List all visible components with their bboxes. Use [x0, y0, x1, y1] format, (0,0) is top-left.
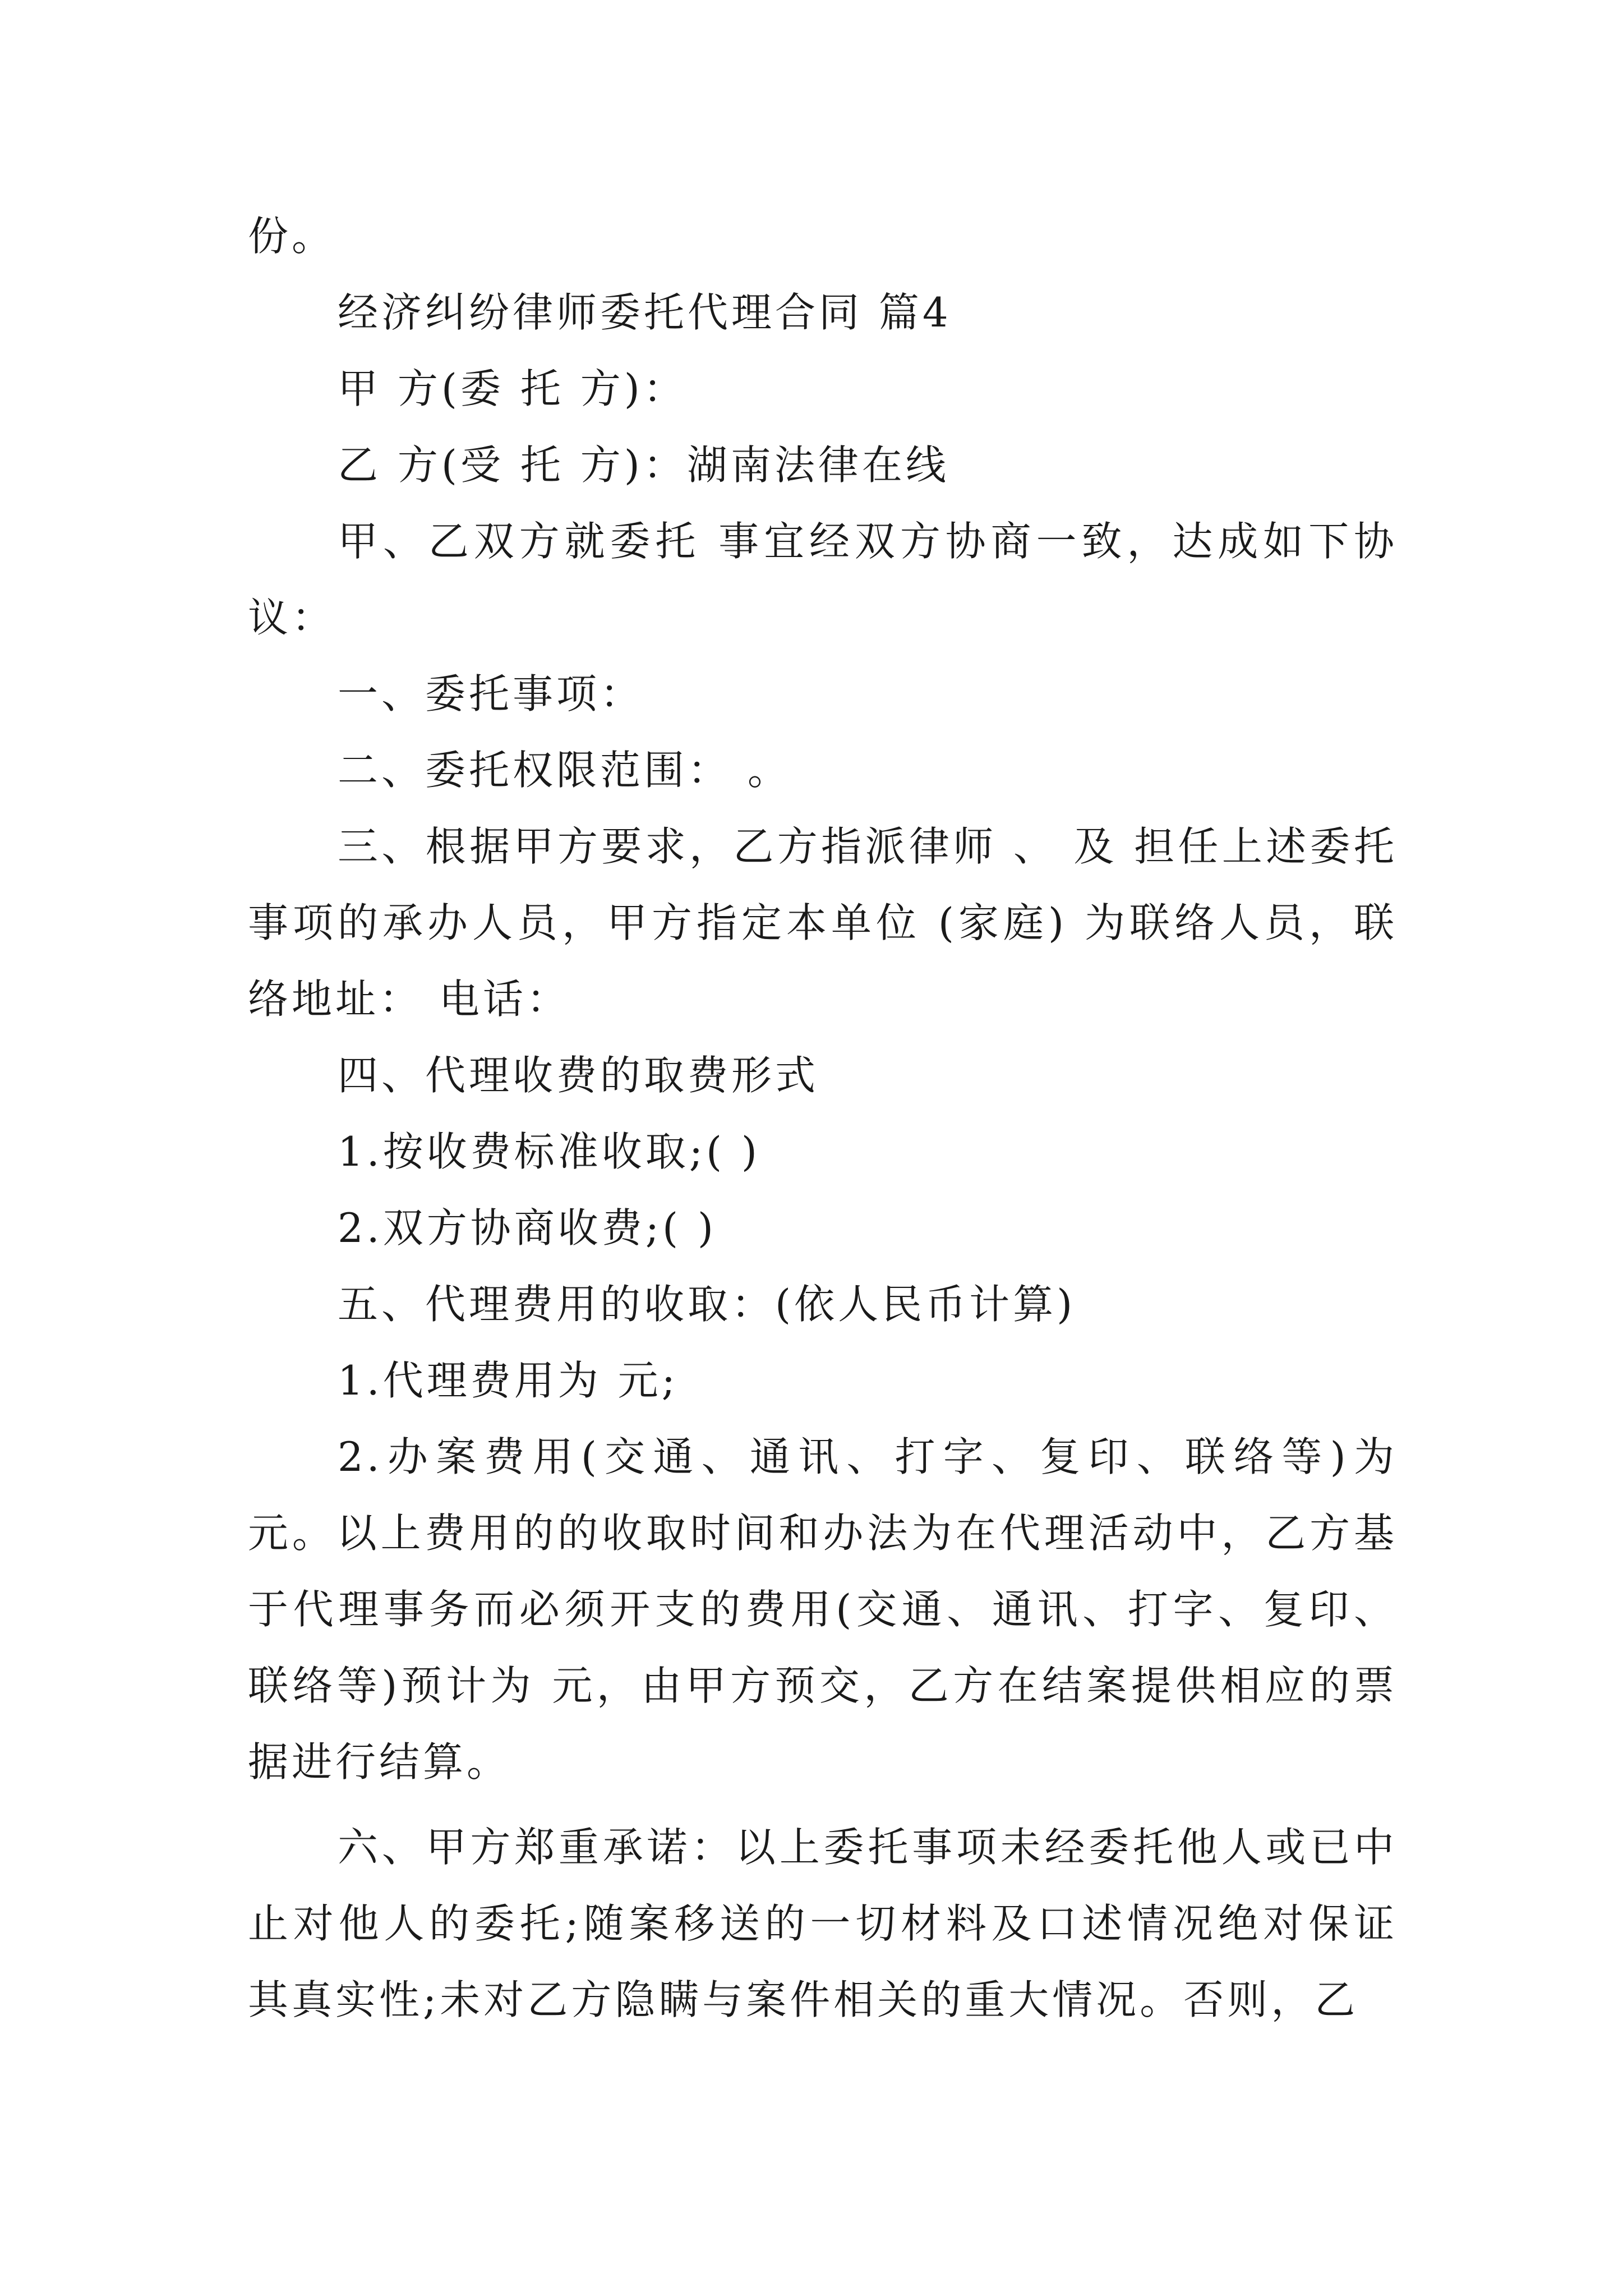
- party-b-line: 乙 方(受 托 方)：湖南法律在线: [338, 441, 949, 489]
- clause-6: 六、甲方郑重承诺：以上委托事项未经委托他人或已中止对他人的委托;随案移送的一切材料及口述情况绝对保证其真实性;未对乙方隐瞒与案件相关的重大情况。否则，乙: [248, 1824, 1398, 2023]
- clause-5-item-2: 2.办案费用(交通、通讯、打字、复印、联络等)为 元。以上费用的的收取时间和办法为在代理活动中，乙方基于代理事务而必须开支的费用(交通、通讯、打字、复印、联络等)预计为 元，由甲方预交，乙方在结案提供相应的票据进行结算。: [248, 1433, 1414, 1786]
- party-a-line: 甲 方(委 托 方)：: [338, 365, 687, 412]
- agreement-intro: 甲、乙双方就委托 事宜经双方协商一致，达成如下协议：: [248, 518, 1398, 641]
- clause-4-option-1: 1.按收费标准收取;( ): [338, 1128, 761, 1175]
- clause-3: 三、根据甲方要求，乙方指派律师 、 及 担任上述委托事项的承办人员，甲方指定本单位 (家庭) 为联络人员，联络地址： 电话：: [248, 823, 1398, 1023]
- section-title: 经济纠纷律师委托代理合同 篇4: [338, 289, 952, 336]
- clause-4-option-2: 2.双方协商收费;( ): [338, 1204, 717, 1251]
- clause-4: 四、代理收费的取费形式: [338, 1052, 819, 1099]
- clause-5-item-1: 1.代理费用为 元;: [338, 1357, 679, 1404]
- document-body: [248, 198, 1414, 2038]
- clause-2: 二、委托权限范围： 。: [338, 747, 791, 794]
- clause-1: 一、委托事项：: [338, 670, 644, 717]
- paragraph-fragment: 份。: [248, 213, 336, 260]
- clause-5: 五、代理费用的收取：(依人民币计算): [338, 1281, 1076, 1328]
